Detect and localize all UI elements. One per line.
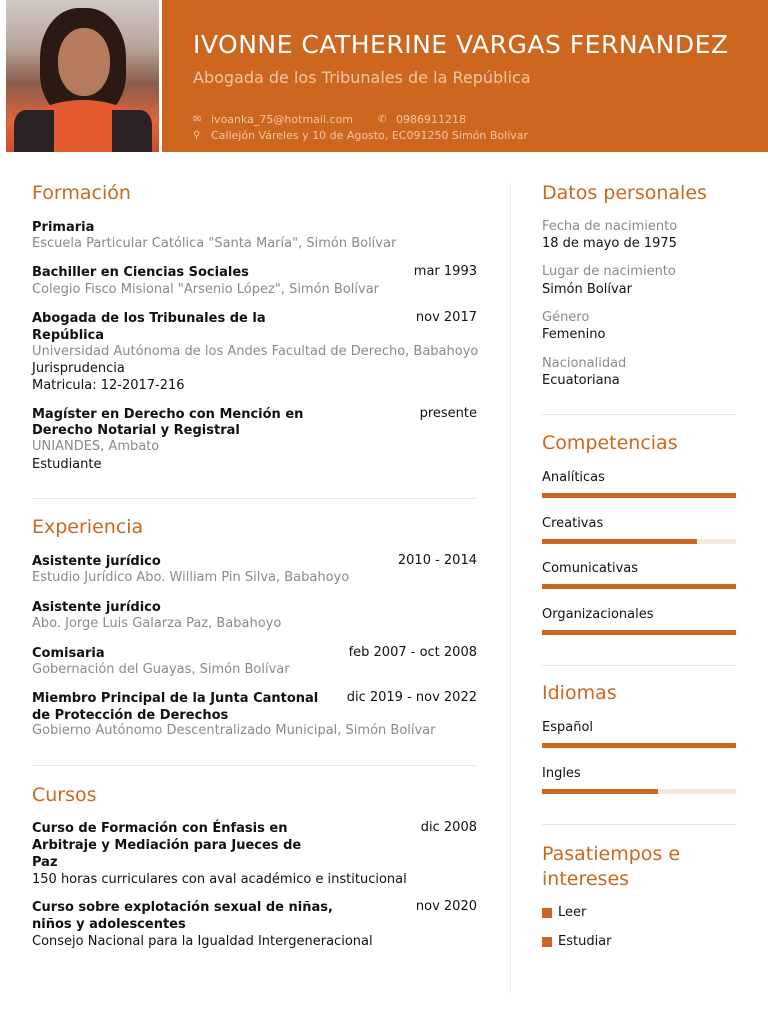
language-bar (542, 789, 736, 794)
hobby-item (542, 905, 586, 920)
phone-icon: ✆ (378, 114, 387, 125)
section-title-experiencia: Experiencia (32, 516, 144, 538)
course-desc-2: Consejo Nacional para la Igualdad Intergeneracional (32, 934, 373, 949)
exp-date-4: dic 2019 - nov 2022 (346, 690, 477, 705)
location-pin-icon: ⚲ (193, 130, 201, 141)
email-contact[interactable] (193, 113, 353, 126)
course-desc-1: 150 horas curriculares con aval académico e institucional (32, 872, 407, 887)
birthplace-value: Simón Bolívar (542, 282, 632, 297)
edu-desc-3a: Jurisprudencia (32, 361, 125, 376)
section-divider (32, 765, 477, 766)
skill-bar-fill (542, 493, 736, 498)
hobby-label: Leer (558, 905, 587, 920)
course-title-2: Curso sobre explotación sexual de niñas, (32, 900, 333, 915)
hobby-label: Estudiar (558, 934, 612, 949)
skill-label: Organizacionales (542, 607, 654, 622)
edu-title-4: Magíster en Derecho con Mención en (32, 407, 304, 422)
person-title: Abogada de los Tribunales de la República (193, 68, 531, 87)
gender-value: Femenino (542, 327, 606, 342)
exp-sub-1: Estudio Jurídico Abo. William Pin Silva, Babahoyo (32, 570, 350, 585)
section-title-idiomas: Idiomas (542, 682, 617, 704)
bullet-square-icon (542, 937, 552, 947)
language-label: Ingles (542, 766, 581, 781)
cv-header (0, 0, 768, 152)
language-label: Español (542, 720, 594, 735)
course-title-1c: Paz (32, 855, 58, 870)
edu-sub-1: Escuela Particular Católica "Santa María", Simón Bolívar (32, 236, 397, 251)
section-title-pasatiempos-2: intereses (542, 868, 630, 890)
section-title-competencias: Competencias (542, 432, 678, 454)
exp-title-1: Asistente jurídico (32, 554, 161, 569)
edu-sub-4: UNIANDES, Ambato (32, 439, 160, 454)
edu-date-4: presente (419, 406, 477, 421)
skill-label: Analíticas (542, 470, 605, 485)
skill-bar (542, 584, 736, 589)
exp-sub-3: Gobernación del Guayas, Simón Bolívar (32, 662, 290, 677)
edu-title-1: Primaria (32, 220, 95, 235)
course-title-1: Curso de Formación con Énfasis en (32, 821, 288, 836)
section-title-cursos: Cursos (32, 784, 97, 806)
exp-date-3: feb 2007 - oct 2008 (348, 645, 477, 660)
section-divider (542, 824, 736, 825)
edu-title-4b: Derecho Notarial y Registral (32, 423, 240, 438)
course-date-2: nov 2020 (415, 899, 477, 914)
section-title-formacion: Formación (32, 182, 131, 204)
dob-label: Fecha de nacimiento (542, 219, 678, 234)
skill-label: Comunicativas (542, 561, 639, 576)
exp-title-3: Comisaria (32, 646, 105, 661)
skill-bar (542, 630, 736, 635)
phone-text: 0986911218 (396, 113, 466, 126)
edu-date-3: nov 2017 (415, 310, 477, 325)
language-bar-fill (542, 743, 736, 748)
course-title-2b: niños y adolescentes (32, 917, 186, 932)
edu-title-3b: República (32, 328, 105, 343)
person-name: IVONNE CATHERINE VARGAS FERNANDEZ (193, 30, 729, 59)
exp-sub-2: Abo. Jorge Luis Galarza Paz, Babahoyo (32, 616, 282, 631)
column-divider (510, 183, 511, 993)
section-title-datos: Datos personales (542, 182, 707, 204)
address-text: Callejón Váreles y 10 de Agosto, EC091250 Simón Bolívar (211, 129, 529, 142)
section-title-pasatiempos: Pasatiempos e (542, 843, 681, 865)
edu-title-2: Bachiller en Ciencias Sociales (32, 265, 249, 280)
address-contact (193, 129, 528, 142)
edu-desc-3b: Matricula: 12-2017-216 (32, 378, 185, 393)
mail-icon: ✉ (193, 114, 202, 125)
profile-photo (6, 0, 159, 152)
language-bar (542, 743, 736, 748)
edu-desc-4: Estudiante (32, 457, 102, 472)
exp-title-4: Miembro Principal de la Junta Cantonal (32, 691, 319, 706)
skill-bar-fill (542, 630, 736, 635)
course-title-1b: Arbitraje y Mediación para Jueces de (32, 838, 302, 853)
birthplace-label: Lugar de nacimiento (542, 264, 676, 279)
email-text: ivoanka_75@hotmail.com (211, 113, 353, 126)
phone-contact[interactable] (378, 113, 466, 126)
exp-title-2: Asistente jurídico (32, 600, 161, 615)
nationality-value: Ecuatoriana (542, 373, 620, 388)
skill-bar-fill (542, 539, 697, 544)
edu-title-3: Abogada de los Tribunales de la (32, 311, 266, 326)
edu-sub-2: Colegio Fisco Misional "Arsenio López", Simón Bolívar (32, 282, 380, 297)
exp-title-4b: de Protección de Derechos (32, 708, 229, 723)
skill-bar-fill (542, 584, 736, 589)
skill-label: Creativas (542, 516, 604, 531)
course-date-1: dic 2008 (420, 820, 477, 835)
section-divider (542, 665, 736, 666)
language-bar-fill (542, 789, 658, 794)
edu-sub-3: Universidad Autónoma de los Andes Facultad de Derecho, Babahoyo (32, 344, 479, 359)
dob-value: 18 de mayo de 1975 (542, 236, 677, 251)
bullet-square-icon (542, 908, 552, 918)
hobby-item (542, 934, 612, 949)
nationality-label: Nacionalidad (542, 356, 627, 371)
skill-bar (542, 539, 736, 544)
edu-date-2: mar 1993 (413, 264, 477, 279)
skill-bar (542, 493, 736, 498)
section-divider (32, 498, 477, 499)
exp-date-1: 2010 - 2014 (397, 553, 477, 568)
exp-sub-4: Gobierno Autónomo Descentralizado Municipal, Simón Bolívar (32, 723, 436, 738)
section-divider (542, 414, 736, 415)
gender-label: Género (542, 310, 590, 325)
